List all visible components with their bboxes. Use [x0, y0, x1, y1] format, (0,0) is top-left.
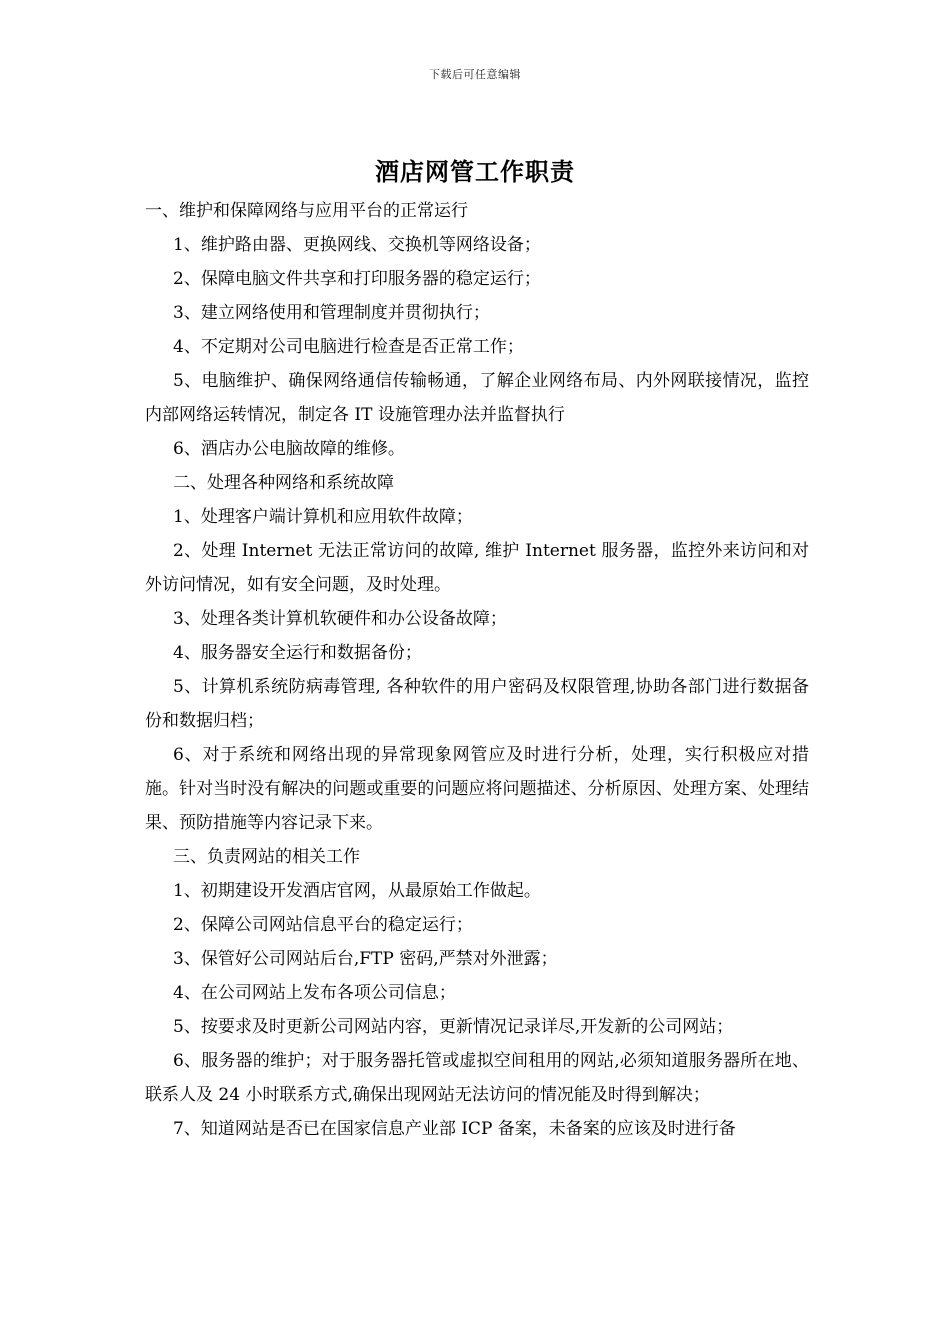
section-heading: 三、负责网站的相关工作 — [173, 847, 360, 867]
paragraph: 1、处理客户端计算机和应用软件故障； — [173, 507, 473, 527]
paragraph: 4、服务器安全运行和数据备份； — [173, 643, 422, 663]
section-heading: 二、处理各种网络和系统故障 — [173, 473, 394, 493]
paragraph: 3、处理各类计算机软硬件和办公设备故障； — [173, 609, 507, 629]
section-heading: 一、维护和保障网络与应用平台的正常运行 — [145, 201, 468, 221]
paragraph: 2、保障公司网站信息平台的稳定运行； — [173, 915, 473, 935]
document-body — [145, 194, 809, 1146]
paragraph: 7、知道网站是否已在国家信息产业部 ICP 备案，未备案的应该及时进行备 — [173, 1119, 736, 1139]
paragraph: 6、服务器的维护；对于服务器托管或虚拟空间租用的网站,必须知道服务器所在地、联系人及 24 小时联系方式,确保出现网站无法访问的情况能及时得到解决； — [145, 1051, 809, 1105]
paragraph: 4、不定期对公司电脑进行检查是否正常工作； — [173, 337, 524, 357]
header-note: 下载后可任意编辑 — [429, 68, 521, 81]
paragraph: 6、酒店办公电脑故障的维修。 — [173, 439, 405, 459]
paragraph: 5、计算机系统防病毒管理, 各种软件的用户密码及权限管理,协助各部门进行数据备份和数据归档； — [145, 677, 809, 731]
paragraph: 5、电脑维护、确保网络通信传输畅通，了解企业网络布局、内外网联接情况，监控内部网络运转情况，制定各 IT 设施管理办法并监督执行 — [145, 371, 809, 425]
paragraph: 1、初期建设开发酒店官网，从最原始工作做起。 — [173, 881, 541, 901]
document-title: 酒店网管工作职责 — [375, 157, 575, 186]
paragraph: 2、保障电脑文件共享和打印服务器的稳定运行； — [173, 269, 541, 289]
paragraph: 3、保管好公司网站后台,FTP 密码,严禁对外泄露； — [173, 949, 558, 969]
paragraph: 2、处理 Internet 无法正常访问的故障, 维护 Internet 服务器，监控外来访问和对外访问情况，如有安全问题，及时处理。 — [145, 541, 809, 595]
paragraph: 6、对于系统和网络出现的异常现象网管应及时进行分析，处理，实行积极应对措施。针对当时没有解决的问题或重要的问题应将问题描述、分析原因、处理方案、处理结果、预防措施等内容记录下来。 — [145, 745, 809, 833]
paragraph: 4、在公司网站上发布各项公司信息； — [173, 983, 456, 1003]
paragraph: 5、按要求及时更新公司网站内容，更新情况记录详尽,开发新的公司网站； — [173, 1017, 734, 1037]
paragraph: 1、维护路由器、更换网线、交换机等网络设备； — [173, 235, 541, 255]
paragraph: 3、建立网络使用和管理制度并贯彻执行； — [173, 303, 490, 323]
